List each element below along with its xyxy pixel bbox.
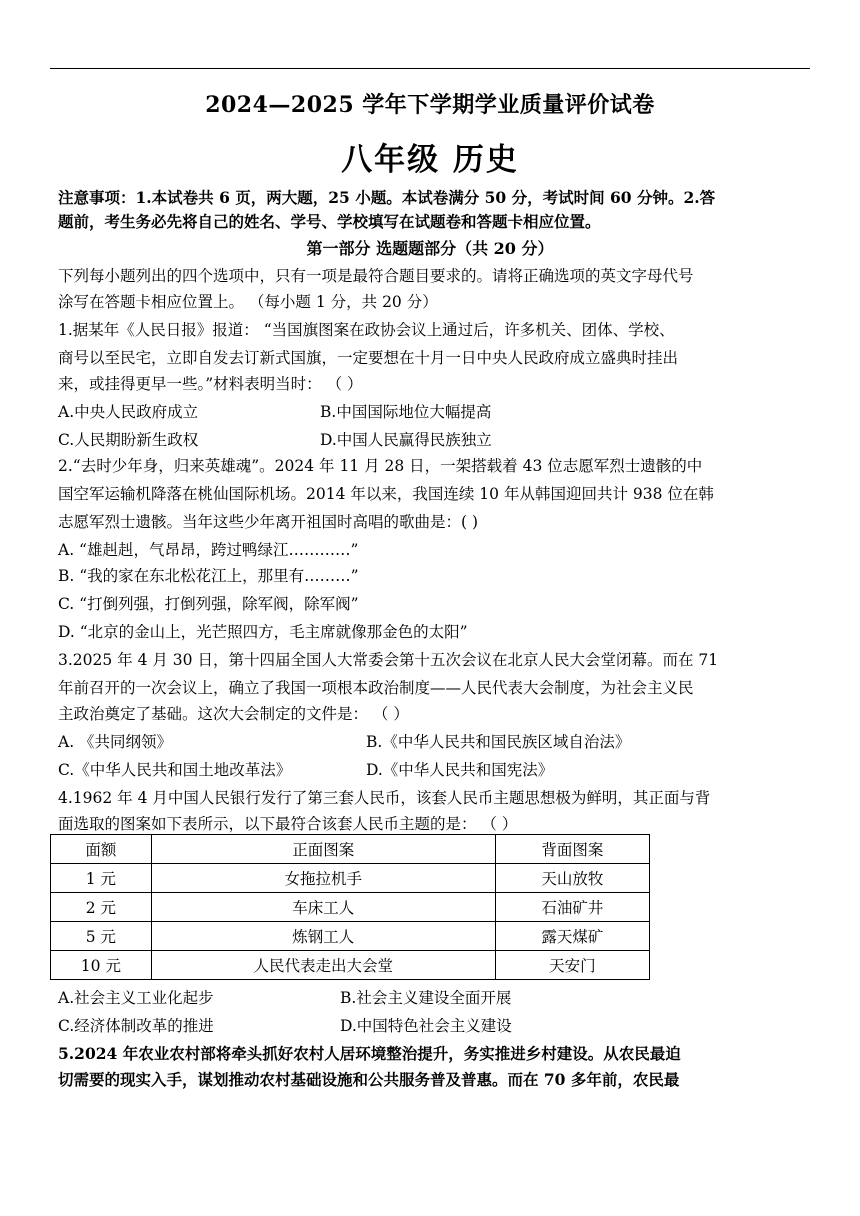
table-cell: 2 元 (51, 893, 152, 922)
q1-option-d: D.中国人民赢得民族独立 (320, 431, 492, 449)
table-cell: 女拖拉机手 (151, 864, 495, 893)
notice-line-1: 注意事项：1.本试卷共 6 页，两大题，25 小题。本试卷满分 50 分，考试时间 60 分钟。2.答 (58, 188, 716, 207)
table-row (51, 922, 650, 951)
q4-option-d: D.中国特色社会主义建设 (340, 1017, 512, 1035)
table-header-cell: 背面图案 (495, 835, 649, 864)
table-cell: 露天煤矿 (495, 922, 649, 951)
instruction-line-2: 涂写在答题卡相应位置上。 （每小题 1 分，共 20 分） (58, 293, 438, 311)
q2-option-a: A. “雄赳赳，气昂昂，跨过鸭绿江…………” (58, 541, 359, 559)
q1-option-a: A.中央人民政府成立 (58, 403, 199, 421)
q1-option-c: C.人民期盼新生政权 (58, 431, 199, 449)
q4-stem-line-2: 面选取的图案如下表所示，以下最符合该套人民币主题的是： （ ） (58, 815, 518, 833)
table-row (51, 951, 650, 980)
q5-stem-line-2: 切需要的现实入手，谋划推动农村基础设施和公共服务普及普惠。而在 70 多年前，农民最 (58, 1070, 680, 1089)
top-rule (50, 68, 810, 69)
q3-option-d: D.《中华人民共和国宪法》 (366, 761, 554, 779)
table-header-cell: 面额 (51, 835, 152, 864)
section-title: 第一部分 选题题部分（共 20 分） (306, 239, 554, 258)
table-row (51, 864, 650, 893)
q5-stem-line-1: 5.2024 年农业农村部将牵头抓好农村人居环境整治提升，务实推进乡村建设。从农民最迫 (58, 1044, 681, 1063)
notice-line-2: 题前，考生务必先将自己的姓名、学号、学校填写在试题卷和答题卡相应位置。 (58, 212, 601, 231)
q1-stem-line-3: 来，或挂得更早一些。”材料表明当时： （ ） (58, 375, 363, 393)
table-cell: 天山放牧 (495, 864, 649, 893)
q3-stem-line-1: 3.2025 年 4 月 30 日，第十四届全国人大常委会第十五次会议在北京人民大会堂闭幕。而在 71 (58, 651, 719, 669)
q2-stem-line-1: 2.“去时少年身，归来英雄魂”。2024 年 11 月 28 日，一架搭载着 43 位志愿军烈士遗骸的中 (58, 457, 703, 475)
table-cell: 车床工人 (151, 893, 495, 922)
q2-stem-line-3: 志愿军烈士遗骸。当年这些少年离开祖国时高唱的歌曲是：( ) (58, 513, 479, 531)
q1-stem-line-2: 商号以至民宅，立即自发去订新式国旗，一定要想在十月一日中央人民政府成立盛典时挂出 (58, 349, 679, 367)
currency-table (50, 834, 650, 980)
q2-option-d: D. “北京的金山上，光芒照四方，毛主席就像那金色的太阳” (58, 623, 468, 641)
q4-stem-line-1: 4.1962 年 4 月中国人民银行发行了第三套人民币，该套人民币主题思想极为鲜明，其正面与背 (58, 789, 711, 807)
exam-title: 2024—2025 学年下学期学业质量评价试卷 (205, 92, 655, 118)
q3-option-b: B.《中华人民共和国民族区域自治法》 (366, 733, 631, 751)
q1-stem-line-1: 1.据某年《人民日报》报道： “当国旗图案在政协会议上通过后，许多机关、团体、学校、 (58, 321, 675, 339)
q2-option-c: C. “打倒列强，打倒列强，除军阀，除军阀” (58, 595, 359, 613)
instruction-line-1: 下列每小题列出的四个选项中，只有一项是最符合题目要求的。请将正确选项的英文字母代号 (58, 267, 694, 285)
table-cell: 人民代表走出大会堂 (151, 951, 495, 980)
q3-option-a: A. 《共同纲领》 (58, 733, 173, 751)
q3-option-c: C.《中华人民共和国土地改革法》 (58, 761, 292, 779)
table-cell: 10 元 (51, 951, 152, 980)
table-header-cell: 正面图案 (151, 835, 495, 864)
table-header-row (51, 835, 650, 864)
q3-stem-line-3: 主政治奠定了基础。这次大会制定的文件是： （ ） (58, 705, 409, 723)
q4-option-b: B.社会主义建设全面开展 (340, 989, 512, 1007)
subject-title: 八年级 历史 (341, 142, 519, 178)
q4-option-a: A.社会主义工业化起步 (58, 989, 214, 1007)
table-row (51, 893, 650, 922)
q2-option-b: B. “我的家在东北松花江上，那里有………” (58, 567, 359, 585)
table-cell: 天安门 (495, 951, 649, 980)
table-cell: 5 元 (51, 922, 152, 951)
q2-stem-line-2: 国空军运输机降落在桃仙国际机场。2014 年以来，我国连续 10 年从韩国迎回共计 938 位在韩 (58, 485, 714, 503)
table-cell: 石油矿井 (495, 893, 649, 922)
q4-option-c: C.经济体制改革的推进 (58, 1017, 214, 1035)
q1-option-b: B.中国国际地位大幅提高 (320, 403, 492, 421)
q3-stem-line-2: 年前召开的一次会议上，确立了我国一项根本政治制度——人民代表大会制度，为社会主义民 (58, 679, 694, 697)
table-cell: 1 元 (51, 864, 152, 893)
table-cell: 炼钢工人 (151, 922, 495, 951)
